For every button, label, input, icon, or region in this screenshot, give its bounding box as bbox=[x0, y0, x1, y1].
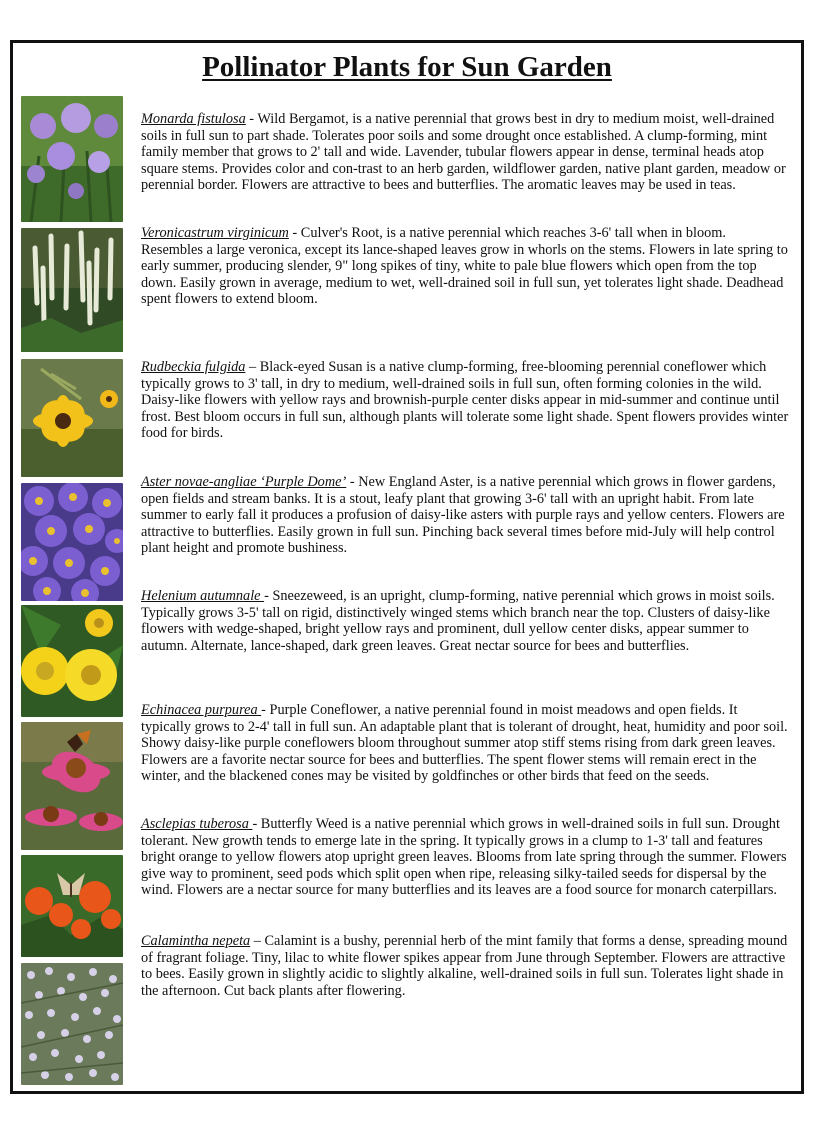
plant-entry-asclepias: Asclepias tuberosa - Butterfly Weed is a native perennial which grows in well-drained soils in full sun. Drought tolerant. New growth tends to emerge late in the spring. It typically grows in a clump to 1-3' tall and features bright orange to yellow flowers atop upright green leaves. Blooms from late spring through the summer. Flowers give way to prominent, seed pods which split open when ripe, releasing silky-tailed seeds for dispersal by the wind. Flowers are a nectar source for many butterflies and its leaves are a food source for monarch caterpillars. bbox=[141, 816, 787, 899]
plant-description: Wild Bergamot, is a native perennial that grows best in dry to medium moist, well-drained soils in full sun to part shade. Tolerates poor soils and some drought once established. A clump-forming, mint family member that grows to 2' tall and wide. Lavender, tubular flowers appear in dense, terminal heads atop square stems. Provides color and con-trast to an herb garden, wildflower garden, native plant garden, meadow or perennial border. Flowers are attractive to bees and butterflies. The aromatic leaves may be used in teas. bbox=[141, 111, 786, 194]
plant-description: Black-eyed Susan is a native clump-forming, free-blooming perennial coneflower which typically grows to 3' tall, in dry to medium, well-drained soils in full sun, often forming colonies in the wild. Daisy-like flowers with yellow rays and brownish-purple center disks appear in mid-summer and continue until frost. Best bloom occurs in full sun, although plants will tolerate some light shade. Spent flowers provides winter food for birds. bbox=[141, 359, 789, 442]
plant-entry-echinacea: Echinacea purpurea - Purple Coneflower, a native perennial found in moist meadows and open fields. It typically grows to 2-4' tall in full sun. An adaptable plant that is tolerant of drought, heat, humidity and poor soil. Showy daisy-like purple coneflowers bloom throughout summer atop stiff stems rising from dark green leaves. Flowers are a favorite nectar source for bees and butterflies. The spent flower stems will remain erect in the winter, and the blackened cones may be visited by goldfinches or other birds that feed on the seeds. bbox=[141, 702, 788, 785]
rudbeckia-photo bbox=[21, 359, 123, 477]
plant-description: Purple Coneflower, a native perennial found in moist meadows and open fields. It typically grows to 2-4' tall in full sun. An adaptable plant that is tolerant of drought, heat, humidity and poor soil. Showy daisy-like purple coneflowers bloom throughout summer atop stiff stems rising from dark green leaves. Flowers are a favorite nectar source for bees and butterflies. The spent flower stems will remain erect in the winter, and the blackened cones may be visited by goldfinches or other birds that feed on the seeds. bbox=[141, 702, 788, 785]
plant-name: Veronicastrum virginicum bbox=[141, 225, 289, 241]
monarda-photo bbox=[21, 96, 123, 222]
plant-name: Echinacea purpurea bbox=[141, 702, 262, 718]
helenium-photo bbox=[21, 605, 123, 717]
page-frame bbox=[10, 40, 804, 1094]
plant-description: Calamint is a bushy, perennial herb of the mint family that forms a dense, spreading mound of fragrant foliage. Tiny, lilac to white flower spikes appear from June through September. Flowers are attractive to bees. Easily grown in slightly acidic to slightly alkaline, well-drained soils in full sun. Tolerates light shade in the afternoon. Cut back plants after flowering. bbox=[141, 933, 788, 999]
plant-name: Helenium autumnale bbox=[141, 588, 265, 604]
plant-name: Calamintha nepeta bbox=[141, 933, 251, 949]
page-title: Pollinator Plants for Sun Garden bbox=[202, 51, 612, 83]
plant-entry-monarda: Monarda fistulosa - Wild Bergamot, is a native perennial that grows best in dry to medium moist, well-drained soils in full sun to part shade. Tolerates poor soils and some drought once established. A clump-forming, mint family member that grows to 2' tall and wide. Lavender, tubular flowers appear in dense, terminal heads atop square stems. Provides color and con-trast to an herb garden, wildflower garden, native plant garden, meadow or perennial border. Flowers are attractive to bees and butterflies. The aromatic leaves may be used in teas. bbox=[141, 111, 786, 194]
asclepias-photo bbox=[21, 855, 123, 957]
echinacea-photo bbox=[21, 722, 123, 850]
aster-photo bbox=[21, 483, 123, 601]
plant-entry-rudbeckia: Rudbeckia fulgida – Black-eyed Susan is a native clump-forming, free-blooming perennial coneflower which typically grows to 3' tall, in dry to medium, well-drained soils in full sun, often forming colonies in the wild. Daisy-like flowers with yellow rays and brownish-purple center disks appear in mid-summer and continue until frost. Best bloom occurs in full sun, although plants will tolerate some light shade. Spent flowers provides winter food for birds. bbox=[141, 359, 789, 442]
plant-name: Rudbeckia fulgida bbox=[141, 359, 246, 375]
plant-entry-aster: Aster novae-angliae ‘Purple Dome’ - New England Aster, is a native perennial which grows in flower gardens, open fields and stream banks. It is a stout, leafy plant that growing 3-6' tall with an upright habit. From late summer to early fall it produces a profusion of daisy-like asters with purple rays and yellow centers. Flowers are attractive to butterflies. Easily grown in full sun. Pinching back several times before mid-July will help control plant height and promote bushiness. bbox=[141, 474, 785, 557]
plant-entry-calamintha: Calamintha nepeta – Calamint is a bushy, perennial herb of the mint family that forms a dense, spreading mound of fragrant foliage. Tiny, lilac to white flower spikes appear from June through September. Flowers are attractive to bees. Easily grown in slightly acidic to slightly alkaline, well-drained soils in full sun. Tolerates light shade in the afternoon. Cut back plants after flowering. bbox=[141, 933, 788, 999]
plant-entry-helenium: Helenium autumnale - Sneezeweed, is an upright, clump-forming, native perennial which grows in moist soils. Typically grows 3-5' tall on rigid, distinctively winged stems which branch near the top. Clusters of daisy-like flowers with wedge-shaped, bright yellow rays and prominent, dull yellow center disks, appear summer to autumn. Alternate, lance-shaped, dark green leaves. Great nectar source for bees and butterflies. bbox=[141, 588, 775, 654]
plant-name: Monarda fistulosa bbox=[141, 111, 246, 127]
plant-description: New England Aster, is a native perennial which grows in flower gardens, open fields and stream banks. It is a stout, leafy plant that growing 3-6' tall with an upright habit. From late summer to early fall it produces a profusion of daisy-like asters with purple rays and yellow centers. Flowers are attractive to butterflies. Easily grown in full sun. Pinching back several times before mid-July will help control plant height and promote bushiness. bbox=[141, 474, 785, 557]
plant-description: Sneezeweed, is an upright, clump-forming, native perennial which grows in moist soils. Typically grows 3-5' tall on rigid, distinctively winged stems which branch near the top. Clusters of daisy-like flowers with wedge-shaped, bright yellow rays and prominent, dull yellow center disks, appear summer to autumn. Alternate, lance-shaped, dark green leaves. Great nectar source for bees and butterflies. bbox=[141, 588, 775, 654]
plant-description: Culver's Root, is a native perennial which reaches 3-6' tall when in bloom. Resembles a large veronica, except its lance-shaped leaves grow in whorls on the stems. Flowers in late spring to early summer, producing slender, 9" long spikes of tiny, white to pale blue flowers which open from the top down. Easily grown in average, medium to wet, well-drained soil in full sun, yet tolerates light shade. Deadhead spent flowers to extend bloom. bbox=[141, 225, 788, 308]
plant-name: Asclepias tuberosa bbox=[141, 816, 253, 832]
calamintha-photo bbox=[21, 963, 123, 1085]
plant-name: Aster novae-angliae ‘Purple Dome’ bbox=[141, 474, 347, 490]
veronicastrum-photo bbox=[21, 228, 123, 352]
plant-entry-veronicastrum: Veronicastrum virginicum - Culver's Root, is a native perennial which reaches 3-6' tall when in bloom. Resembles a large veronica, except its lance-shaped leaves grow in whorls on the stems. Flowers in late spring to early summer, producing slender, 9" long spikes of tiny, white to pale blue flowers which open from the top down. Easily grown in average, medium to wet, well-drained soil in full sun, yet tolerates light shade. Deadhead spent flowers to extend bloom. bbox=[141, 225, 788, 308]
plant-description: Butterfly Weed is a native perennial which grows in well-drained soils in full sun. Drought tolerant. New growth tends to emerge late in the spring. It typically grows in a clump to 1-3' tall and features bright orange to yellow flowers atop upright green leaves. Blooms from late spring through the summer. Flowers give way to prominent, seed pods which split open when ripe, releasing silky-tailed seeds for dispersal by the wind. Flowers are a nectar source for many butterflies and its leaves are a food source for monarch caterpillars. bbox=[141, 816, 787, 899]
